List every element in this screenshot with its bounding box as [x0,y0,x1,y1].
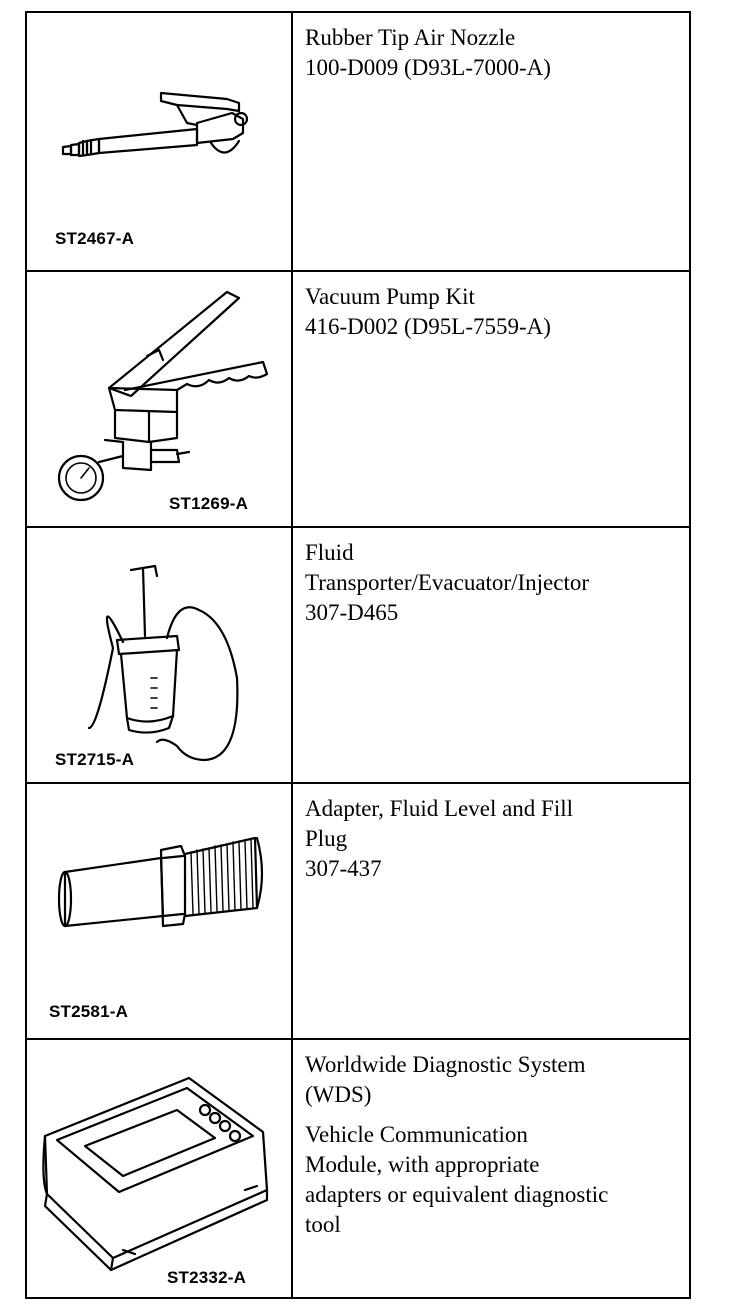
tool-description [305,23,681,83]
tool-number: 307-D465 [305,600,399,625]
tool-row-diagnostic-module [27,1038,689,1297]
tool-number: 100-D009 (D93L-7000-A) [305,55,551,80]
image-code: ST1269-A [169,494,249,513]
tool-name: Adapter, Fluid Level and Fill [305,796,574,821]
tool-description [305,282,681,342]
tool-desc-line: Vehicle Communication [305,1122,528,1147]
image-code: ST2715-A [55,750,135,769]
vacuum-pump-illustration [27,272,293,528]
tool-image-cell [27,13,293,270]
tool-image-cell [27,1040,293,1297]
tool-image-cell [27,272,293,526]
tool-name-cont: (WDS) [305,1082,372,1107]
tool-image-cell [27,784,293,1038]
diagnostic-module-illustration [27,1040,293,1299]
tool-row-fluid-evacuator [27,526,689,782]
tool-row-vacuum-pump [27,270,689,526]
tool-number: 416-D002 (D95L-7559-A) [305,314,551,339]
tool-row-air-nozzle [27,13,689,270]
tool-description [305,794,681,884]
image-code: ST2467-A [55,229,135,248]
tool-name: Rubber Tip Air Nozzle [305,25,516,50]
tool-description-paragraph [305,1120,681,1240]
tool-name: Vacuum Pump Kit [305,284,475,309]
tool-desc-line: Module, with appropriate [305,1152,540,1177]
tool-desc-line: tool [305,1212,341,1237]
tool-image-cell [27,528,293,782]
image-code: ST2332-A [167,1268,247,1287]
tool-number: 307-437 [305,856,382,881]
tool-description [305,1050,681,1240]
tool-name-cont: Transporter/Evacuator/Injector [305,570,589,595]
special-tools-table [25,11,691,1299]
tool-name-cont: Plug [305,826,348,851]
image-code: ST2581-A [49,1002,129,1021]
tool-desc-line: adapters or equivalent diagnostic [305,1182,609,1207]
tool-description [305,538,681,628]
tool-name: Worldwide Diagnostic System [305,1052,586,1077]
tool-name: Fluid [305,540,354,565]
fluid-evacuator-illustration [27,528,293,784]
tool-row-fill-plug-adapter [27,782,689,1038]
